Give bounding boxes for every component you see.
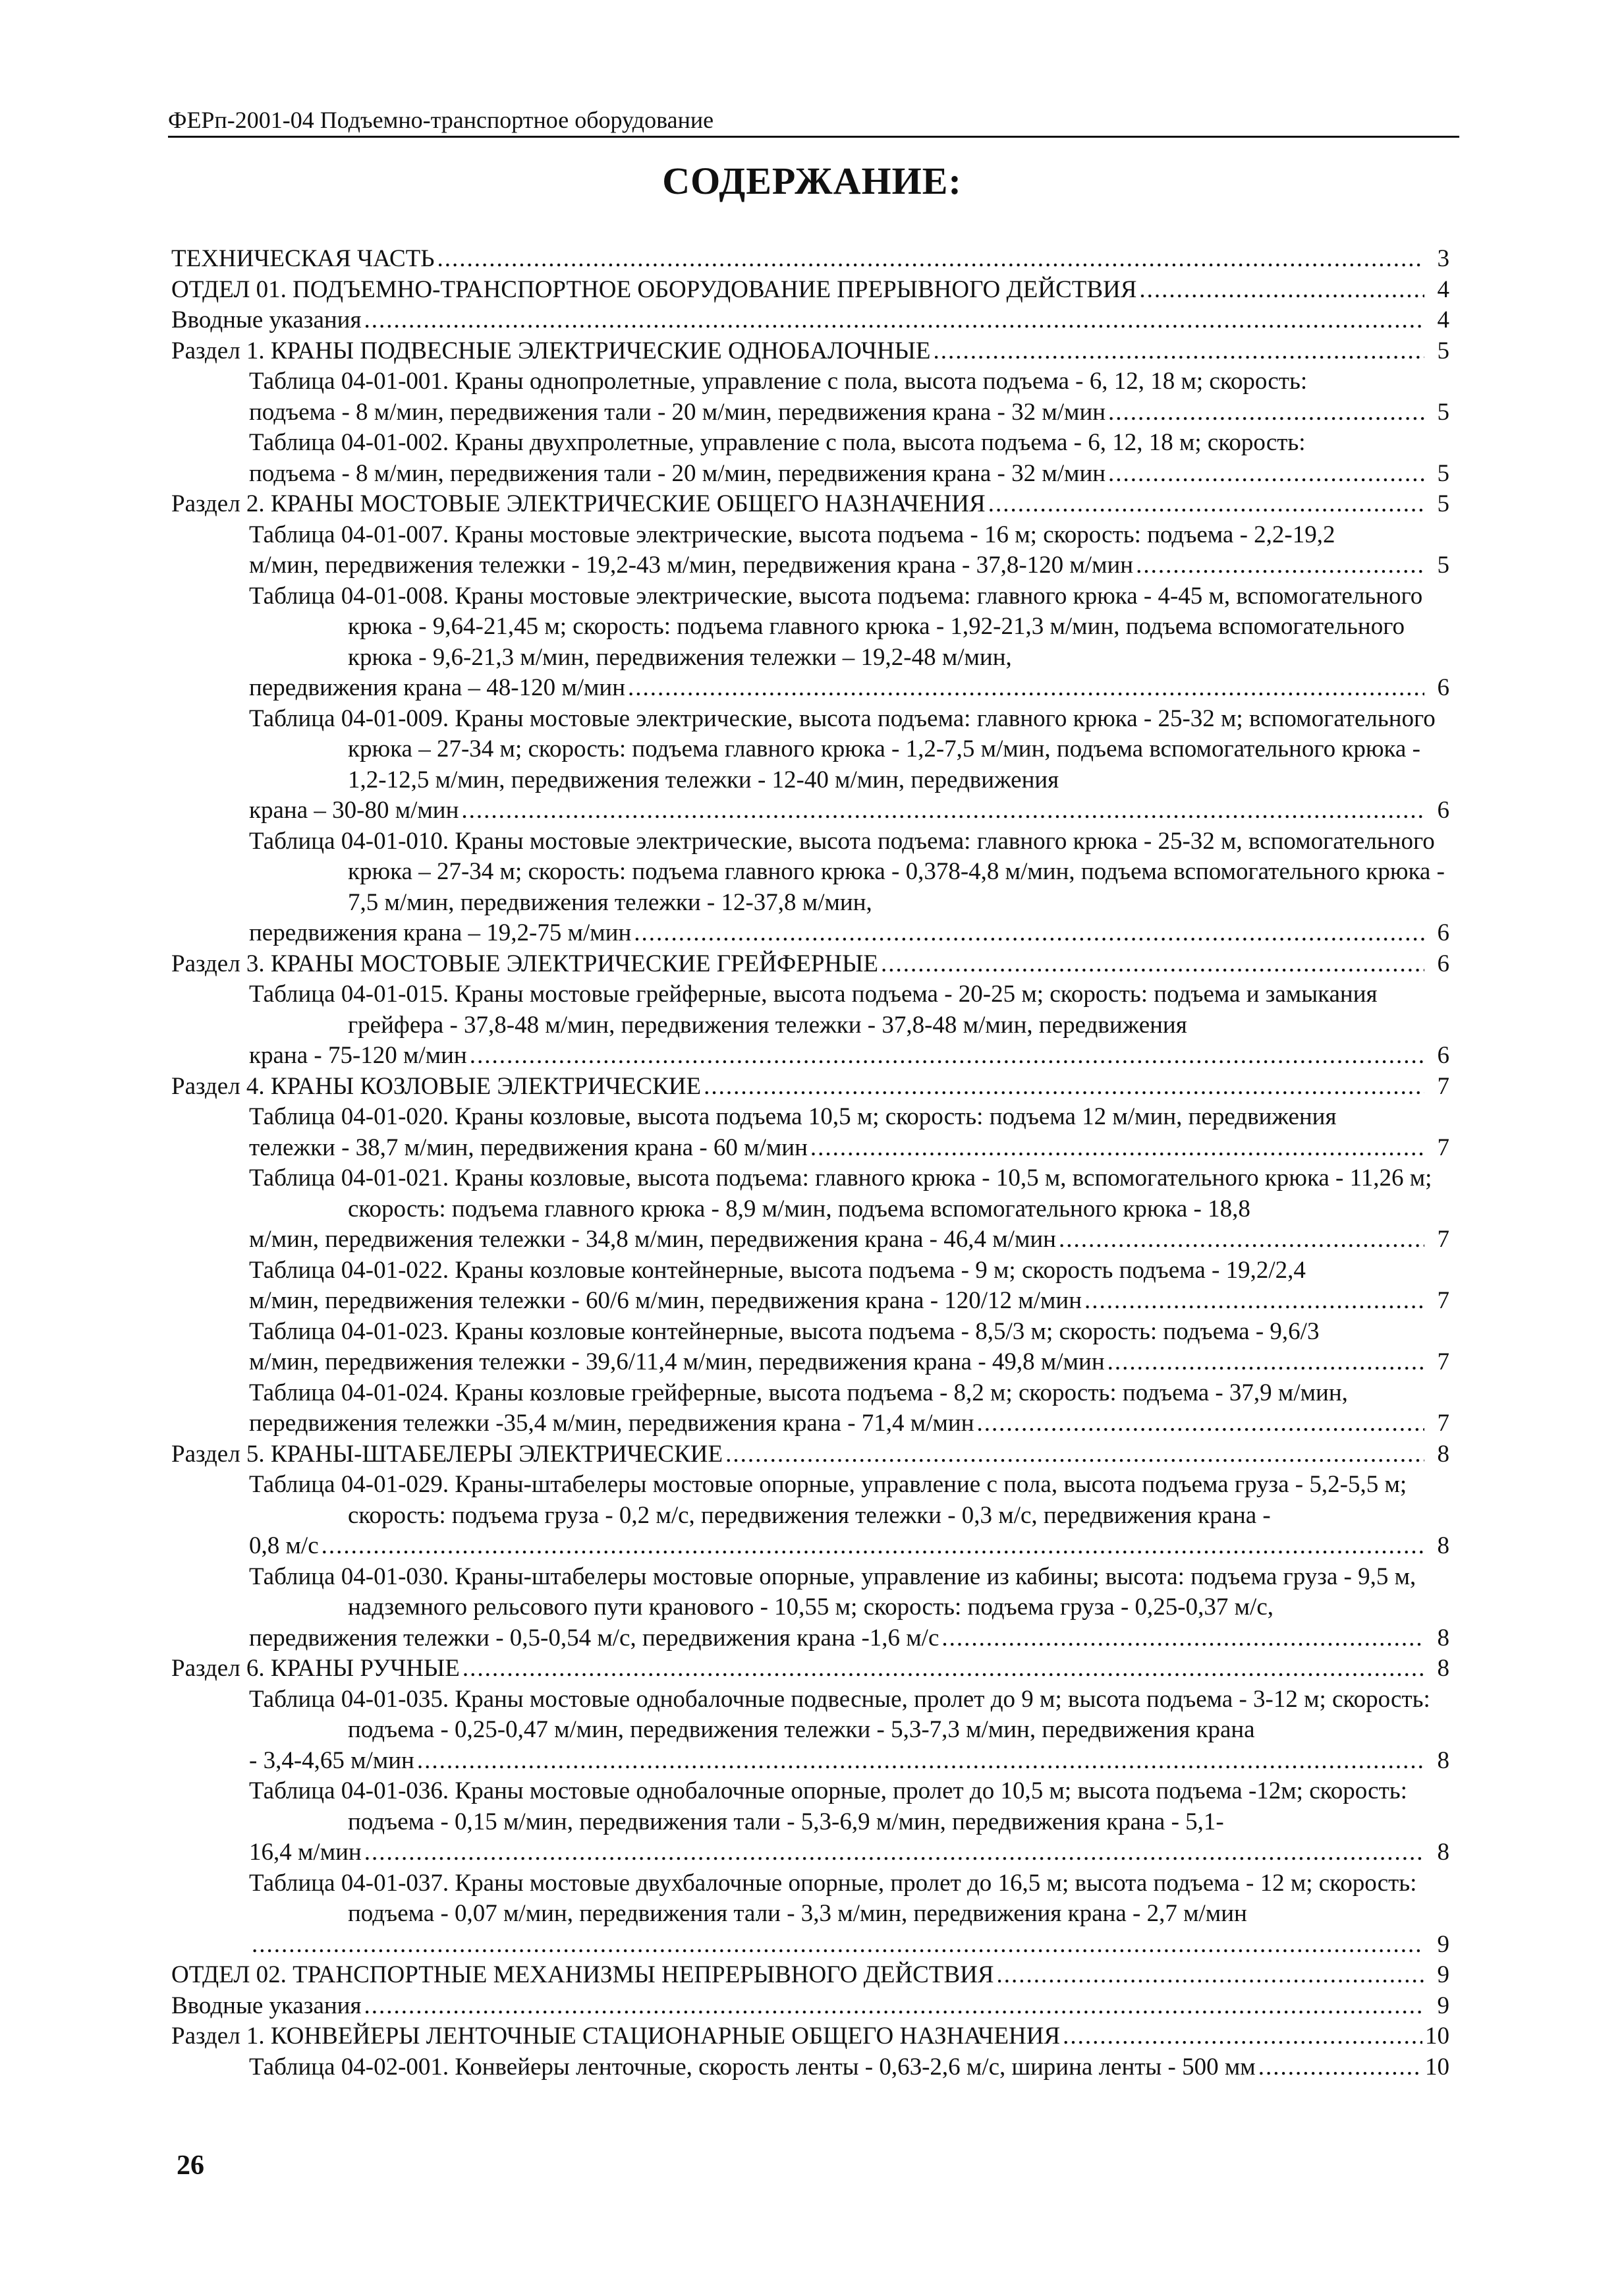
dot-leader (1108, 459, 1424, 490)
toc-entry-title: Таблица 04-01-035. Краны мостовые однобалочные подвесные, пролет до 9 м; высота подъема - 3-12 м; скорость: подъема - 0,25-0,47 м/мин, передвижения тележки - 5,3-7,3 м/мин, передвижения крана (249, 1685, 1430, 1743)
dot-leader (1258, 2052, 1422, 2083)
toc-page-number: 3 (1437, 245, 1449, 272)
dot-leader (417, 1746, 1424, 1777)
toc-table-entry[interactable] (171, 2052, 1449, 2083)
toc-entry-title: Таблица 04-01-022. Краны козловые контейнерные, высота подъема - 9 м; скорость подъема - 19,2/2,4 (249, 1256, 1306, 1284)
dot-leader (634, 918, 1424, 949)
dot-leader (1107, 1347, 1424, 1378)
dot-leader (941, 1623, 1424, 1654)
toc-entry-last-line: тележки - 38,7 м/мин, передвижения крана - 60 м/мин (249, 1134, 808, 1161)
toc-section-entry[interactable] (171, 949, 1449, 980)
toc-entry-title: Таблица 04-01-009. Краны мостовые электрические, высота подъема: главного крюка - 25-32 м; вспомогательного крюка – 27-34 м; скорость: подъема главного крюка - 1,2-7,5 м/мин, подъема вспомогательного крюка - 1,2-12,5 м/мин, передвижения тележки - 12-40 м/мин, передвижения (249, 704, 1436, 793)
dot-leader (1059, 1224, 1424, 1255)
dot-leader (704, 1072, 1424, 1103)
toc-page-number: 7 (1437, 1348, 1449, 1375)
running-header: ФЕРп-2001-04 Подъемно-транспортное оборудование (168, 105, 1459, 138)
dot-leader (462, 1653, 1424, 1684)
toc-table-entry[interactable] (171, 1317, 1449, 1378)
toc-page-number: 7 (1437, 1226, 1449, 1253)
toc-section-entry[interactable] (171, 1991, 1449, 2022)
toc-entry-last-line: - 3,4-4,65 м/мин (249, 1746, 414, 1774)
toc-section-entry[interactable] (171, 489, 1449, 520)
toc-entry-title: Таблица 04-01-030. Краны-штабелеры мостовые опорные, управление из кабины; высота: подъема груза - 9,5 м, надземного рельсового пути кранового - 10,55 м; скорость: подъема груза - 0,25-0,37 м/с, (249, 1563, 1416, 1621)
toc-page-number: 10 (1425, 2053, 1449, 2081)
toc-section-entry[interactable] (171, 275, 1449, 306)
toc-entry-title: Таблица 04-01-010. Краны мостовые электрические, высота подъема: главного крюка - 25-32 м, вспомогательного крюка – 27-34 м; скорость: подъема главного крюка - 0,378-4,8 м/мин, подъема вспомогательного крюка - 7,5 м/мин, передвижения тележки - 12-37,8 м/мин, (249, 827, 1445, 916)
toc-entry-last-line: Раздел 1. КРАНЫ ПОДВЕСНЫЕ ЭЛЕКТРИЧЕСКИЕ ОДНОБАЛОЧНЫЕ (171, 337, 931, 364)
toc-page-number: 8 (1437, 1624, 1449, 1652)
toc-entry-last-line: м/мин, передвижения тележки - 19,2-43 м/мин, передвижения крана - 37,8-120 м/мин (249, 552, 1134, 579)
toc-table-entry[interactable] (171, 1163, 1449, 1255)
toc-table-entry[interactable] (171, 366, 1449, 428)
toc-page-number: 7 (1437, 1287, 1449, 1314)
toc-page-number: 4 (1437, 306, 1449, 333)
toc-entry-last-line: ОТДЕЛ 02. ТРАНСПОРТНЫЕ МЕХАНИЗМЫ НЕПРЕРЫВНОГО ДЕЙСТВИЯ (171, 1961, 994, 1988)
toc-entry-last-line: м/мин, передвижения тележки - 34,8 м/мин, передвижения крана - 46,4 м/мин (249, 1226, 1056, 1253)
toc-page-number: 5 (1437, 552, 1449, 579)
toc-entry-last-line: подъема - 8 м/мин, передвижения тали - 20 м/мин, передвижения крана - 32 м/мин (249, 398, 1106, 426)
toc-table-entry[interactable] (171, 581, 1449, 704)
toc-entry-title: Таблица 04-01-015. Краны мостовые грейферные, высота подъема - 20-25 м; скорость: подъема и замыкания грейфера - 37,8-48 м/мин, передвижения тележки - 37,8-48 м/мин, передвижения (249, 981, 1378, 1039)
toc-page-number: 5 (1437, 490, 1449, 517)
toc-page-number: 5 (1437, 337, 1449, 364)
toc-page-number: 7 (1437, 1410, 1449, 1437)
toc-entry-last-line: м/мин, передвижения тележки - 60/6 м/мин, передвижения крана - 120/12 м/мин (249, 1287, 1082, 1314)
toc-entry-title: Таблица 04-01-023. Краны козловые контейнерные, высота подъема - 8,5/3 м; скорость: подъема - 9,6/3 (249, 1317, 1320, 1345)
toc-entry-last-line: Вводные указания (171, 1992, 362, 2019)
toc-entry-last-line: крана – 30-80 м/мин (249, 797, 459, 824)
table-of-contents (171, 244, 1449, 2083)
dot-leader (252, 1930, 1424, 1961)
toc-table-entry[interactable] (171, 1102, 1449, 1163)
toc-page-number: 4 (1437, 275, 1449, 303)
toc-page-number: 9 (1437, 1930, 1449, 1958)
toc-section-entry[interactable] (171, 305, 1449, 336)
toc-table-entry[interactable] (171, 1378, 1449, 1439)
toc-page-number: 6 (1437, 674, 1449, 701)
dot-leader (1084, 1286, 1424, 1317)
toc-entry-last-line: Раздел 4. КРАНЫ КОЗЛОВЫЕ ЭЛЕКТРИЧЕСКИЕ (171, 1072, 702, 1100)
toc-entry-last-line: Раздел 2. КРАНЫ МОСТОВЫЕ ЭЛЕКТРИЧЕСКИЕ ОБЩЕГО НАЗНАЧЕНИЯ (171, 490, 986, 517)
toc-entry-title: Таблица 04-01-001. Краны однопролетные, управление с пола, высота подъема - 6, 12, 18 м; скорость: (249, 368, 1308, 395)
dot-leader (461, 795, 1424, 826)
dot-leader (1063, 2021, 1422, 2052)
toc-page-number: 6 (1437, 919, 1449, 946)
toc-table-entry[interactable] (171, 1776, 1449, 1868)
toc-page-number: 5 (1437, 398, 1449, 426)
dot-leader (364, 305, 1424, 336)
toc-page-number: 6 (1437, 1042, 1449, 1069)
toc-page-number: 8 (1437, 1746, 1449, 1774)
toc-table-entry[interactable] (171, 520, 1449, 581)
dot-leader (364, 1991, 1424, 2022)
toc-entry-title: Таблица 04-01-002. Краны двухпролетные, управление с пола, высота подъема - 6, 12, 18 м; скорость: (249, 429, 1306, 456)
toc-table-entry[interactable] (171, 1868, 1449, 1961)
dot-leader (1108, 397, 1424, 428)
toc-page-number: 5 (1437, 459, 1449, 487)
dot-leader (1136, 550, 1424, 581)
dot-leader (1139, 275, 1424, 306)
toc-entry-last-line: крана - 75-120 м/мин (249, 1042, 467, 1069)
toc-entry-title: Таблица 04-01-037. Краны мостовые двухбалочные опорные, пролет до 16,5 м; высота подъема - 12 м; скорость: подъема - 0,07 м/мин, передвижения тали - 3,3 м/мин, передвижения крана - 2,7 м/мин (249, 1869, 1417, 1927)
toc-page-number: 8 (1437, 1655, 1449, 1682)
toc-page-number: 6 (1437, 797, 1449, 824)
toc-page-number: 7 (1437, 1134, 1449, 1161)
toc-page-number: 10 (1425, 2023, 1449, 2050)
toc-entry-last-line: Таблица 04-02-001. Конвейеры ленточные, скорость ленты - 0,63-2,6 м/с, ширина ленты - 500 мм (249, 2053, 1256, 2081)
toc-table-entry[interactable] (171, 1470, 1449, 1562)
toc-entry-last-line: 16,4 м/мин (249, 1839, 362, 1866)
toc-table-entry[interactable] (171, 979, 1449, 1072)
toc-section-entry[interactable] (171, 1439, 1449, 1470)
toc-page-number: 9 (1437, 1992, 1449, 2019)
toc-entry-title: Таблица 04-01-007. Краны мостовые электрические, высота подъема - 16 м; скорость: подъема - 2,2-19,2 (249, 521, 1335, 548)
toc-section-entry[interactable] (171, 1960, 1449, 1991)
toc-entry-last-line: ОТДЕЛ 01. ПОДЪЕМНО-ТРАНСПОРТНОЕ ОБОРУДОВАНИЕ ПРЕРЫВНОГО ДЕЙСТВИЯ (171, 275, 1137, 303)
toc-section-entry[interactable] (171, 2021, 1449, 2052)
dot-leader (437, 244, 1424, 275)
toc-page-number: 8 (1437, 1440, 1449, 1468)
toc-section-entry[interactable] (171, 336, 1449, 367)
toc-entry-title: Таблица 04-01-024. Краны козловые грейферные, высота подъема - 8,2 м; скорость: подъема - 37,9 м/мин, (249, 1379, 1348, 1406)
toc-section-entry[interactable] (171, 1653, 1449, 1684)
toc-entry-title: Таблица 04-01-020. Краны козловые, высота подъема 10,5 м; скорость: подъема 12 м/мин, передвижения (249, 1103, 1337, 1130)
toc-page-number: 9 (1437, 1961, 1449, 1988)
toc-table-entry[interactable] (171, 1255, 1449, 1317)
dot-leader (881, 949, 1424, 980)
toc-entry-last-line: подъема - 8 м/мин, передвижения тали - 20 м/мин, передвижения крана - 32 м/мин (249, 459, 1106, 487)
toc-table-entry[interactable] (171, 428, 1449, 489)
dot-leader (470, 1041, 1424, 1072)
dot-leader (725, 1439, 1424, 1470)
toc-page-number: 8 (1437, 1532, 1449, 1559)
dot-leader (997, 1960, 1424, 1991)
page-title: СОДЕРЖАНИЕ: (662, 159, 962, 202)
toc-page-number: 8 (1437, 1839, 1449, 1866)
toc-entry-last-line: Раздел 3. КРАНЫ МОСТОВЫЕ ЭЛЕКТРИЧЕСКИЕ ГРЕЙФЕРНЫЕ (171, 950, 878, 977)
toc-table-entry[interactable] (171, 826, 1449, 949)
dot-leader (628, 673, 1424, 704)
toc-page-number: 6 (1437, 950, 1449, 977)
dot-leader (988, 489, 1424, 520)
toc-section-entry[interactable] (171, 1072, 1449, 1103)
dot-leader (934, 336, 1424, 367)
toc-entry-last-line: передвижения крана – 19,2-75 м/мин (249, 919, 632, 946)
toc-entry-last-line: передвижения тележки -35,4 м/мин, передвижения крана - 71,4 м/мин (249, 1410, 974, 1437)
dot-leader (364, 1837, 1424, 1868)
toc-entry-title: Таблица 04-01-008. Краны мостовые электрические, высота подъема: главного крюка - 4-45 м, вспомогательного крюка - 9,64-21,45 м; скорость: подъема главного крюка - 1,92-21,3 м/мин, подъема вспомогательного крюка - 9,6-21,3 м/мин, передвижения тележки – 19,2-48 м/мин, (249, 582, 1423, 671)
toc-entry-title: Таблица 04-01-029. Краны-штабелеры мостовые опорные, управление с пола, высота подъема груза - 5,2-5,5 м; скорость: подъема груза - 0,2 м/с, передвижения тележки - 0,3 м/с, передвижения крана - (249, 1471, 1407, 1529)
dot-leader (810, 1133, 1424, 1164)
toc-entry-last-line: 0,8 м/с (249, 1532, 319, 1559)
toc-entry-title: Таблица 04-01-021. Краны козловые, высота подъема: главного крюка - 10,5 м, вспомогательного крюка - 11,26 м; скорость: подъема главного крюка - 8,9 м/мин, подъема вспомогательного крюка - 18,8 (249, 1164, 1432, 1222)
toc-entry-last-line: ТЕХНИЧЕСКАЯ ЧАСТЬ (171, 245, 435, 272)
toc-entry-last-line: Вводные указания (171, 306, 362, 333)
dot-leader (977, 1408, 1425, 1439)
toc-table-entry[interactable] (171, 1684, 1449, 1777)
toc-page-number: 7 (1437, 1072, 1449, 1100)
toc-entry-last-line: Раздел 1. КОНВЕЙЕРЫ ЛЕНТОЧНЫЕ СТАЦИОНАРНЫЕ ОБЩЕГО НАЗНАЧЕНИЯ (171, 2023, 1061, 2050)
toc-entry-last-line: передвижения тележки - 0,5-0,54 м/с, передвижения крана -1,6 м/с (249, 1624, 939, 1652)
toc-entry-last-line: передвижения крана – 48-120 м/мин (249, 674, 626, 701)
toc-table-entry[interactable] (171, 704, 1449, 826)
toc-table-entry[interactable] (171, 1562, 1449, 1654)
dot-leader (322, 1531, 1424, 1562)
toc-entry-last-line: Раздел 6. КРАНЫ РУЧНЫЕ (171, 1655, 460, 1682)
toc-entry-last-line: м/мин, передвижения тележки - 39,6/11,4 м/мин, передвижения крана - 49,8 м/мин (249, 1348, 1105, 1375)
toc-entry-last-line: Раздел 5. КРАНЫ-ШТАБЕЛЕРЫ ЭЛЕКТРИЧЕСКИЕ (171, 1440, 723, 1468)
page-number: 26 (177, 2150, 204, 2181)
toc-section-entry[interactable] (171, 244, 1449, 275)
toc-entry-title: Таблица 04-01-036. Краны мостовые однобалочные опорные, пролет до 10,5 м; высота подъема -12м; скорость: подъема - 0,15 м/мин, передвижения тали - 5,3-6,9 м/мин, передвижения крана - 5,1- (249, 1777, 1407, 1835)
